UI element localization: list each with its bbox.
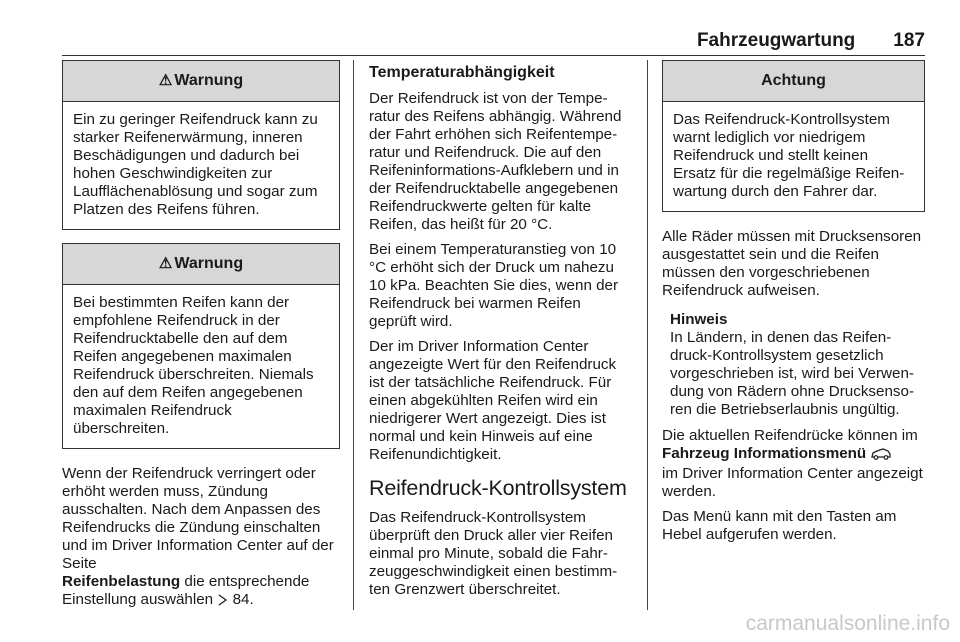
caution-box-body: Das Reifendruck-Kontrollsystem warnt lediglich vor niedrigem Reifendruck und stellt keinen Ersatz für die regelmäßige Reifenwartung durch den Fahrer dar. [673, 111, 905, 200]
page-number: 187 [893, 30, 925, 51]
section-heading: Temperaturabhängigkeit [369, 64, 555, 81]
page-header [62, 28, 925, 56]
paragraph [662, 427, 925, 501]
warning-box-head [63, 61, 339, 102]
paragraph: Das Menü kann mit den Tasten am Hebel aufgerufen werden. [662, 508, 897, 543]
paragraph-text: die entsprechende Einstellung auswählen [62, 573, 310, 608]
warning-box-1 [62, 60, 340, 230]
page-title: Fahrzeugwartung [696, 30, 856, 51]
warning-box-body: Ein zu geringer Reifendruck kann zu starker Reifenerwärmung, inneren Beschädigungen und dadurch bei hohen Geschwindigkeiten zur Laufflächenablösung und sogar zum Platzen des Reifens führen. [73, 111, 318, 218]
caution-box [662, 60, 925, 212]
paragraph-text: Die aktuellen Reifendrücke können im [662, 427, 918, 444]
column-divider-1 [353, 60, 354, 610]
note-body: In Ländern, in denen das Reifendruck-Kontrollsystem gesetzlich vorgeschrieben ist, wird bei Verwendung von Rädern ohne Drucksensoren die Betriebserlaubnis ungültig. [670, 329, 914, 418]
paragraph: Der im Driver Information Center angezeigte Wert für den Reifendruck ist der tatsächliche Reifendruck. Für einen abgekühlten Reifen wird ein niedrigerer Wert angezeigt. Dies ist normal und kein Hinweis auf eine Reifenundichtigkeit. [369, 338, 617, 463]
column-2 [369, 60, 632, 606]
chapter-heading: Reifendruck-Kontrollsystem [369, 476, 627, 500]
warning-box-body: Bei bestimmten Reifen kann der empfohlene Reifendruck in der Reifendrucktabelle den auf dem Reifen angegebenen maximalen Reifendruck überschreiten. Niemals den auf dem Reifen angegebenen maximalen Reifendruck überschreiten. [73, 294, 314, 437]
paragraph-text: im Driver Information Center angezeigt werden. [662, 465, 923, 500]
menu-name: Fahrzeug Informationsmenü [662, 445, 867, 462]
column-1 [62, 60, 340, 618]
caution-box-head: Achtung [663, 61, 924, 102]
note [670, 311, 925, 419]
column-divider-2 [647, 60, 648, 610]
paragraph: Der Reifendruck ist von der Temperatur des Reifens abhängig. Während der Fahrt erhöhen sich Reifentemperatur und Reifendruck. Die auf den Reifeninformations-Aufklebern und in der Reifendrucktabelle angegebenen Reifendruckwerte gelten für kalte Reifen, das heißt für 20 °C. [369, 90, 622, 233]
page-reference-link[interactable]: 84. [232, 591, 254, 608]
page-reference-arrow-icon [217, 593, 228, 611]
warning-box-title: Warnung [174, 72, 244, 89]
menu-page-name: Reifenbelastung [62, 573, 181, 590]
warning-triangle-icon: ⚠ [158, 72, 173, 89]
paragraph: Bei einem Temperaturanstieg von 10 °C erhöht sich der Druck um nahezu 10 kPa. Beachten Sie dies, wenn der Reifendruck bei warmen Reifen geprüft wird. [369, 241, 619, 330]
note-title: Hinweis [670, 311, 728, 328]
paragraph: Das Reifendruck-Kontrollsystem überprüft den Druck aller vier Reifen einmal pro Minute, sobald die Fahrzeuggeschwindigkeit einen bestimmten Grenzwert überschreitet. [369, 509, 618, 598]
warning-box-2 [62, 243, 340, 449]
paragraph [62, 465, 340, 611]
paragraph-text: Wenn der Reifendruck verringert oder erhöht werden muss, Zündung ausschalten. Nach dem Anpassen des Reifendrucks die Zündung einschalten und im Driver Information Center auf der Seite [62, 465, 334, 572]
warning-box-title: Warnung [174, 255, 244, 272]
warning-box-head [63, 244, 339, 285]
column-3 [662, 60, 925, 551]
paragraph: Alle Räder müssen mit Drucksensoren ausgestattet sein und die Reifen müssen den vorgeschriebenen Reifendruck aufweisen. [662, 228, 922, 299]
warning-triangle-icon: ⚠ [158, 255, 173, 272]
watermark: carmanualsonline.info [745, 612, 950, 635]
car-info-icon [870, 446, 892, 465]
